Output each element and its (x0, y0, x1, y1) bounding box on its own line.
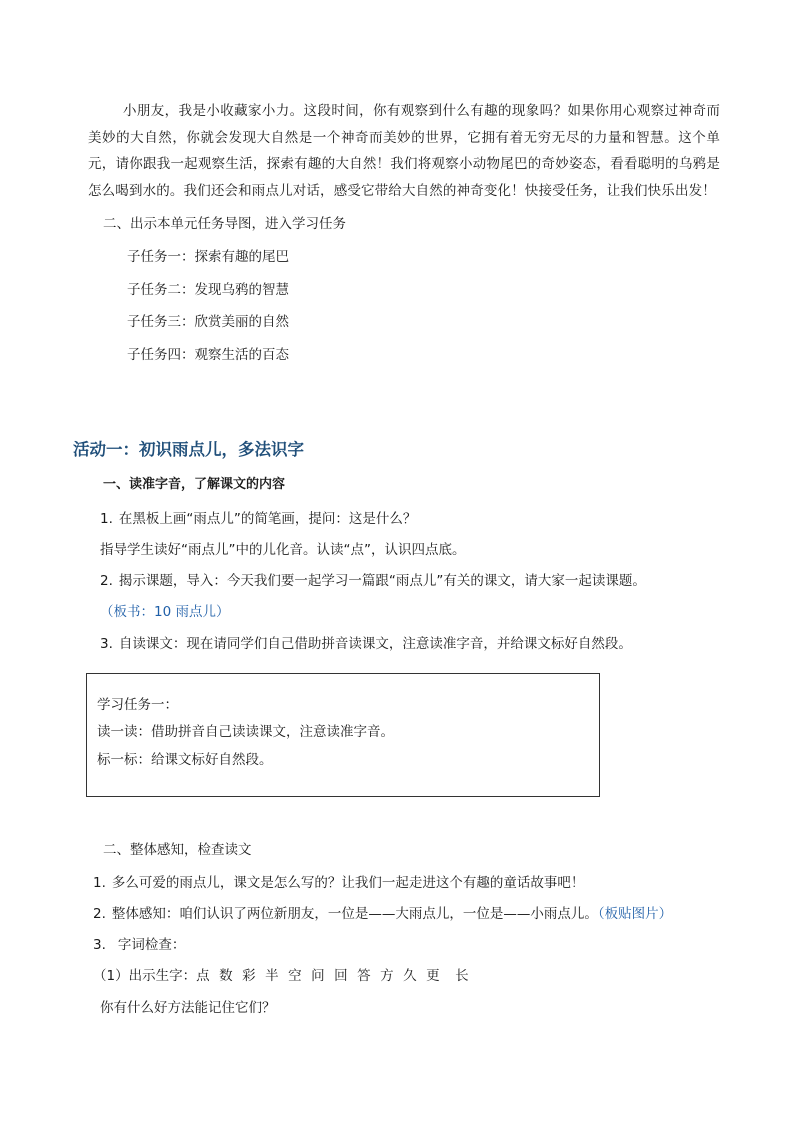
char: 久 (403, 968, 417, 984)
learning-task-box (86, 673, 600, 797)
step2-number: 2. (100, 573, 113, 589)
blackboard-note: （板书：10 雨点儿） (100, 604, 230, 620)
step2-text: 揭示课题，导入：今天我们要一起学习一篇跟“雨点儿”有关的课文，请大家一起读课题。 (118, 573, 646, 589)
step1 (100, 507, 416, 527)
intro-text: 小朋友，我是小收藏家小力。这段时间，你有观察到什么有趣的现象吗？如果你用心观察过神奇而美妙的大自然，你就会发现大自然是一个神奇而美妙的世界，它拥有着无穷无尽的力量和智慧。这个单元，请你跟我一起观察生活，探索有趣的大自然！我们将观察小动物尾巴的奇妙姿态，看看聪明的乌鸦是怎么喝到水的。我们还会和雨点儿对话，感受它带给大自然的神奇变化！快接受任务，让我们快乐出发！ (88, 103, 720, 199)
chars-label: （1）出示生字： (93, 968, 197, 984)
char: 更 (426, 968, 440, 984)
memory-question: 你有什么好方法能记住它们？ (100, 1000, 276, 1016)
p2-step2-number: 2. (93, 906, 106, 922)
taskbox-line1: 读一读：借助拼音自己读读课文，注意读准字音。 (97, 724, 394, 740)
section2-title: 二、出示本单元任务导图，进入学习任务 (103, 216, 346, 232)
p2-step3-text: 字词检查： (117, 937, 186, 953)
char: 问 (311, 968, 325, 984)
part1-heading: 一、读准字音，了解课文的内容 (103, 477, 286, 492)
subtask-1: 子任务一：探索有趣的尾巴 (127, 249, 289, 265)
activity1-heading: 活动一：初识雨点儿，多法识字 (73, 440, 304, 459)
p2-step2-note: （板贴图片） (597, 906, 673, 922)
step3-text: 自读课文：现在请同学们自己借助拼音读课文，注意读准字音，并给课文标好自然段。 (118, 636, 632, 652)
char: 点 (196, 968, 210, 984)
char: 数 (219, 968, 233, 984)
step3-number: 3. (100, 636, 113, 652)
p2-step1 (93, 871, 584, 891)
char: 方 (380, 968, 394, 984)
subtask-4: 子任务四：观察生活的百态 (127, 347, 289, 363)
p2-step1-text: 多么可爱的雨点儿，课文是怎么写的？让我们一起走进这个有趣的童话故事吧！ (111, 875, 585, 891)
char: 半 (265, 968, 279, 984)
char: 长 (455, 968, 469, 984)
p2-step3 (93, 933, 185, 953)
subtask-2: 子任务二：发现乌鸦的智慧 (127, 282, 289, 298)
char: 回 (334, 968, 348, 984)
taskbox-title: 学习任务一： (97, 697, 178, 713)
p2-step1-number: 1. (93, 875, 106, 891)
taskbox-line2: 标一标：给课文标好自然段。 (97, 752, 273, 768)
char: 空 (288, 968, 302, 984)
step1-follow: 指导学生读好“雨点儿”中的儿化音。认读“点”，认识四点底。 (100, 542, 466, 558)
step1-number: 1. (100, 511, 113, 527)
char: 答 (357, 968, 371, 984)
subtask-3: 子任务三：欣赏美丽的自然 (127, 314, 289, 330)
intro-paragraph (88, 98, 720, 204)
p2-step2 (93, 902, 672, 922)
part2-heading: 二、整体感知，检查读文 (103, 842, 252, 858)
p2-step3-number: 3. (93, 937, 106, 953)
p2-step2-text: 整体感知：咱们认识了两位新朋友，一位是——大雨点儿，一位是——小雨点儿。 (111, 906, 598, 922)
step3 (100, 632, 632, 652)
new-characters-line (93, 964, 478, 984)
step2 (100, 569, 646, 589)
step1-text: 在黑板上画“雨点儿”的简笔画，提问：这是什么？ (118, 511, 417, 527)
char: 彩 (242, 968, 256, 984)
